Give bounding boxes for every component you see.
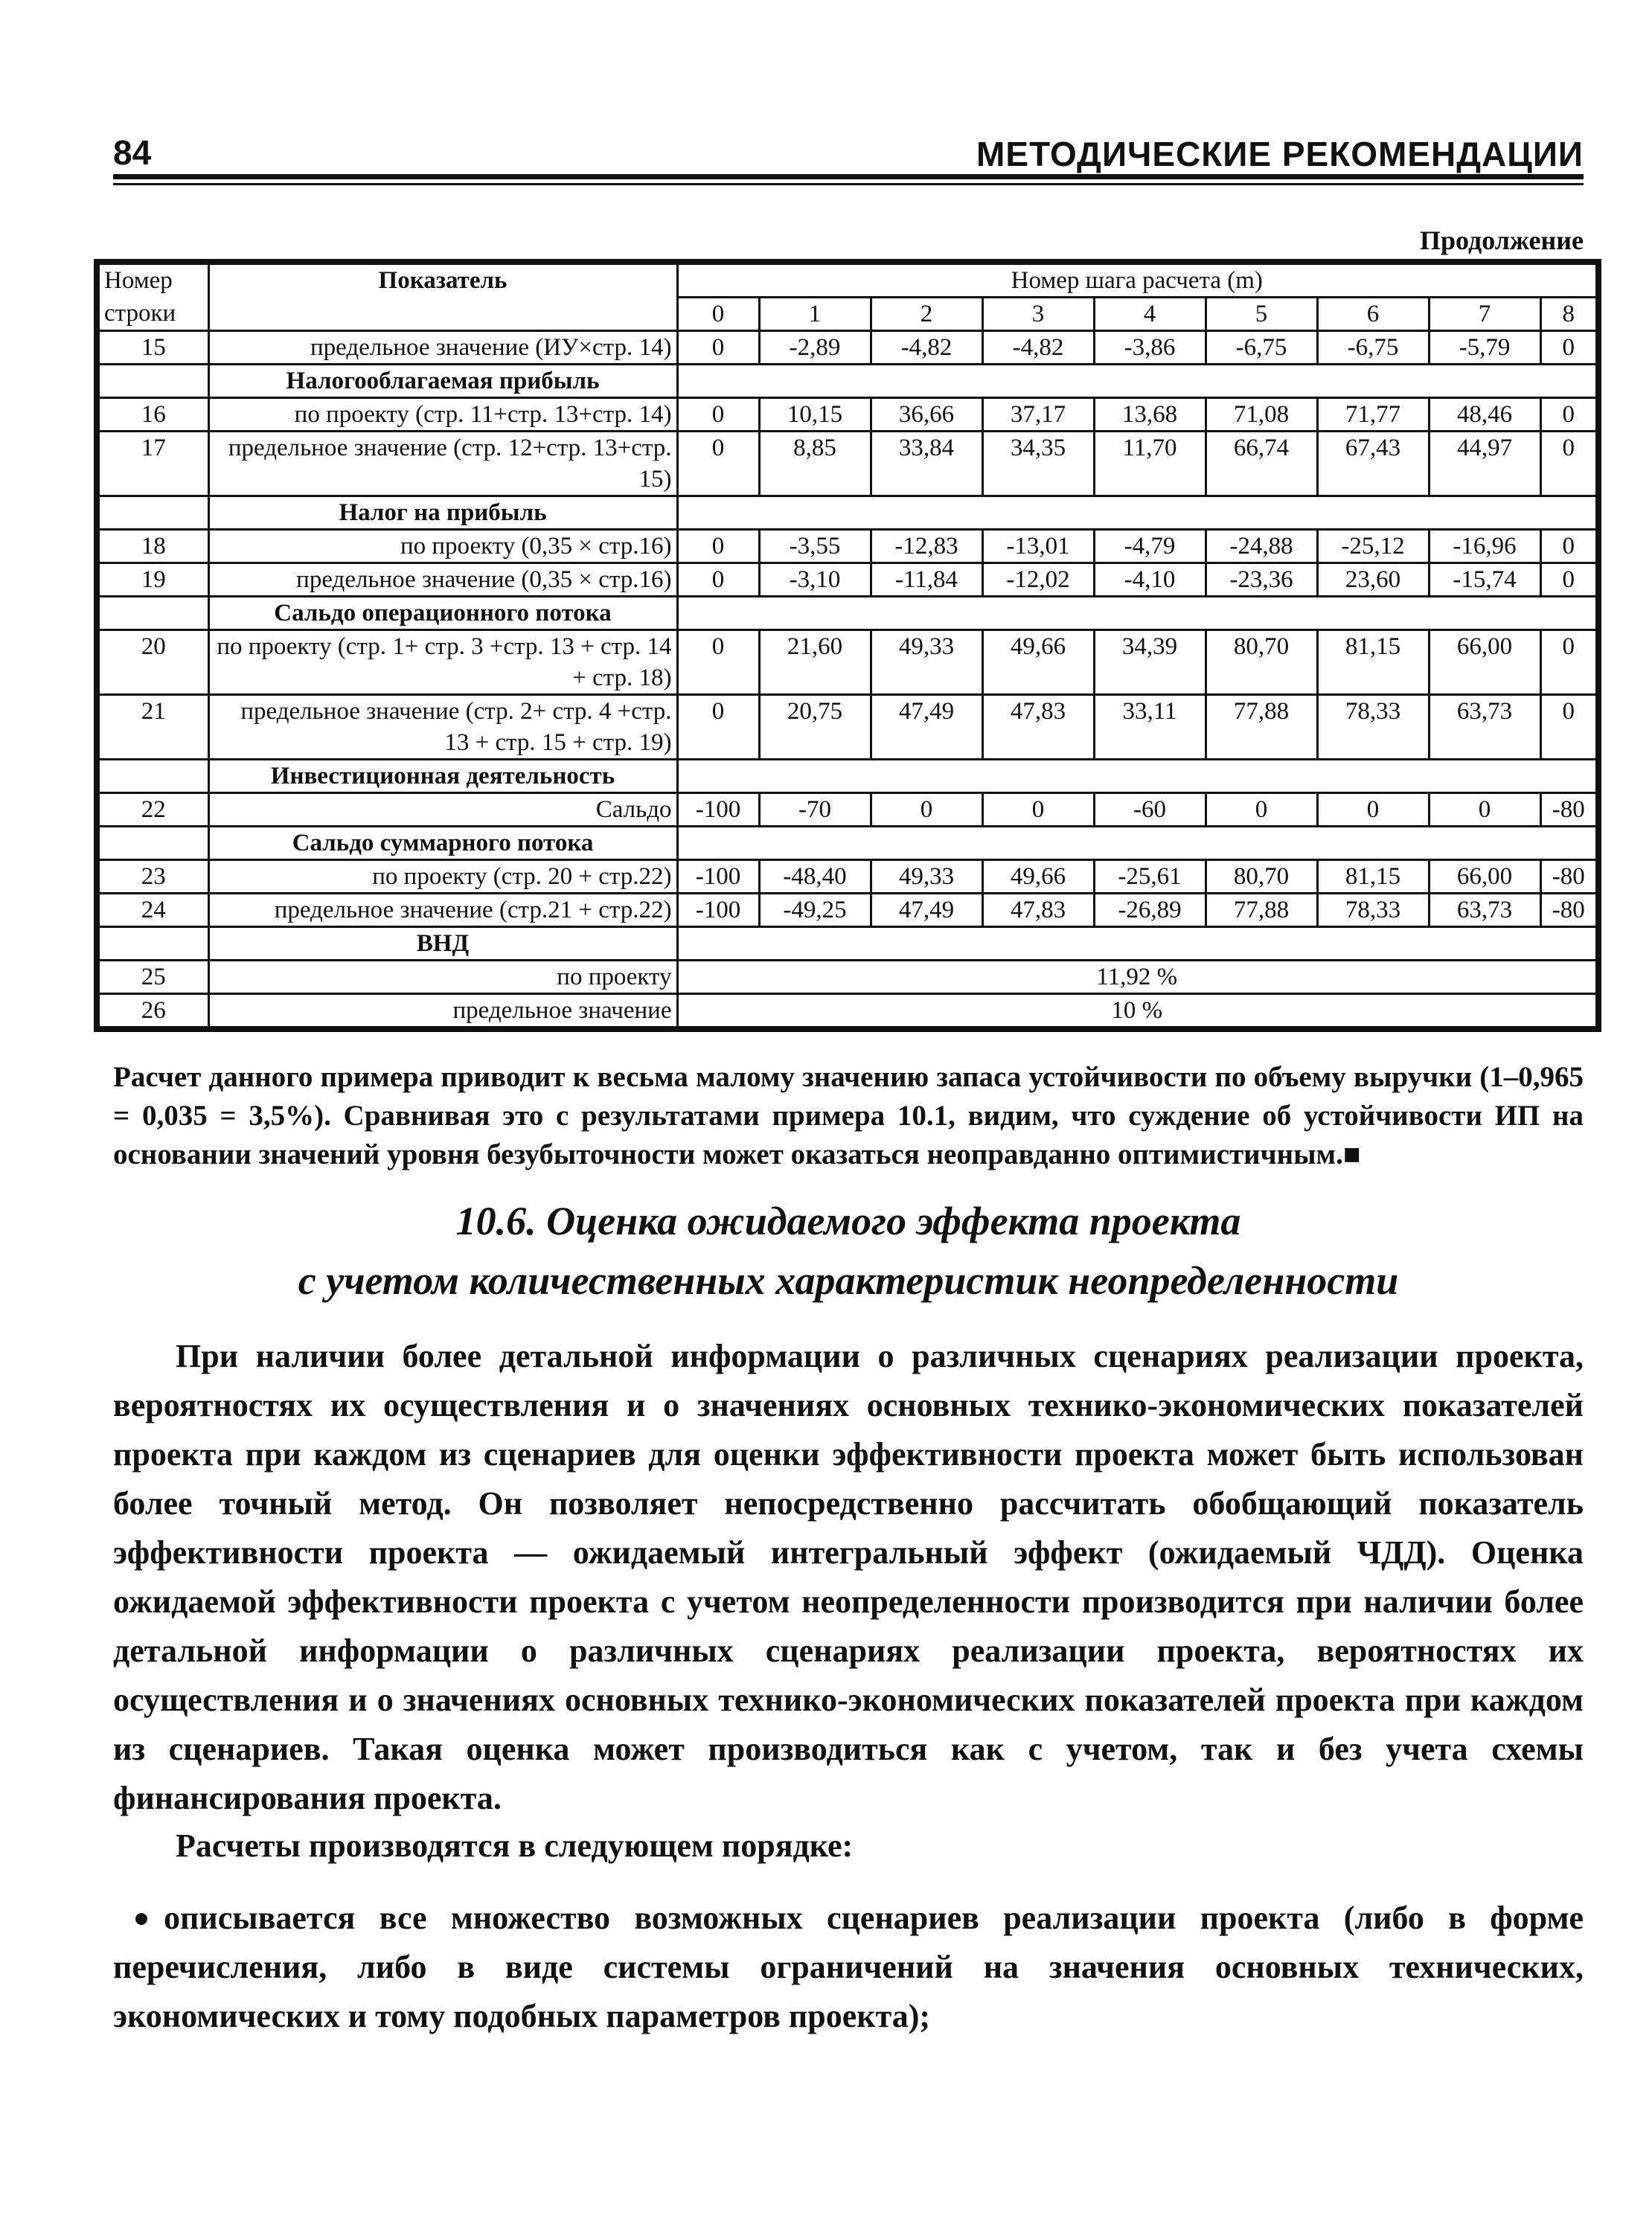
group-title: Налогооблагаемая прибыль: [208, 365, 677, 398]
cell-step-5: 0: [1206, 793, 1317, 827]
cell-step-1: -3,10: [759, 563, 871, 597]
group-row: [97, 927, 1598, 961]
group-row-number-cell: [97, 496, 208, 530]
cell-step-8: 0: [1540, 331, 1598, 365]
page-number: 84: [113, 133, 152, 172]
cell-step-1: -49,25: [759, 894, 871, 927]
row-indicator: предельное значение: [208, 994, 677, 1030]
cell-step-0: 0: [677, 398, 759, 432]
cell-step-2: -4,82: [871, 331, 982, 365]
cell-step-1: 8,85: [759, 432, 871, 496]
cell-step-6: 78,33: [1317, 695, 1429, 760]
row-span-value: 10 %: [677, 994, 1598, 1030]
cell-step-8: -80: [1540, 793, 1598, 827]
row-number: 20: [97, 630, 208, 695]
cell-step-3: 34,35: [982, 432, 1094, 496]
cell-step-2: 47,49: [871, 894, 982, 927]
table-row: [97, 894, 1598, 927]
table-row: [97, 398, 1598, 432]
cell-step-1: -48,40: [759, 860, 871, 894]
cell-step-0: 0: [677, 630, 759, 695]
cell-step-7: 0: [1429, 793, 1540, 827]
cell-step-3: 47,83: [982, 894, 1094, 927]
cell-step-8: 0: [1540, 432, 1598, 496]
cell-step-2: 49,33: [871, 630, 982, 695]
row-indicator: предельное значение (ИУ×стр. 14): [208, 331, 677, 365]
row-number: 25: [97, 961, 208, 994]
cell-step-5: 80,70: [1206, 630, 1317, 695]
cell-step-6: 23,60: [1317, 563, 1429, 597]
col-header-indicator: Показатель: [208, 262, 677, 331]
cell-step-8: -80: [1540, 894, 1598, 927]
bullet-text: описывается все множество возможных сценариев реализации проекта (либо в форме перечисления, либо в виде системы ограничений на значения основных технических, экономических и тому подобных параметров проекта);: [113, 1900, 1584, 2034]
cell-step-1: -2,89: [759, 331, 871, 365]
cell-step-1: 10,15: [759, 398, 871, 432]
cell-step-4: -3,86: [1094, 331, 1206, 365]
bullet-item: [113, 1894, 1584, 2041]
cell-step-0: 0: [677, 432, 759, 496]
cell-step-5: 77,88: [1206, 894, 1317, 927]
cell-step-2: -11,84: [871, 563, 982, 597]
header-rule-thin: [113, 183, 1584, 185]
row-indicator: по проекту (стр. 1+ стр. 3 +стр. 13 + стр. 14 + стр. 18): [208, 630, 677, 695]
cell-step-7: 48,46: [1429, 398, 1540, 432]
cell-step-8: 0: [1540, 563, 1598, 597]
header-rule: [113, 174, 1584, 179]
group-row: [97, 827, 1598, 860]
group-title: Сальдо операционного потока: [208, 597, 677, 630]
cell-step-7: 66,00: [1429, 860, 1540, 894]
row-indicator: по проекту (стр. 11+стр. 13+стр. 14): [208, 398, 677, 432]
cell-step-3: -13,01: [982, 530, 1094, 563]
group-row-number-cell: [97, 927, 208, 961]
cell-step-1: 20,75: [759, 695, 871, 760]
paragraph-order: Расчеты производятся в следующем порядке:: [176, 1827, 854, 1864]
cell-step-5: 80,70: [1206, 860, 1317, 894]
cell-step-8: 0: [1540, 398, 1598, 432]
cell-step-7: -5,79: [1429, 331, 1540, 365]
cell-step-8: 0: [1540, 695, 1598, 760]
group-row: [97, 496, 1598, 530]
step-header-6: 6: [1317, 298, 1429, 331]
table-row: [97, 331, 1598, 365]
cell-step-0: 0: [677, 331, 759, 365]
group-value-cell: [677, 760, 1598, 793]
group-value-cell: [677, 927, 1598, 961]
group-row-number-cell: [97, 597, 208, 630]
row-number: 24: [97, 894, 208, 927]
cell-step-3: 0: [982, 793, 1094, 827]
row-number: 16: [97, 398, 208, 432]
bullet-icon: [135, 1913, 147, 1925]
row-indicator: предельное значение (0,35 × стр.16): [208, 563, 677, 597]
cell-step-7: -16,96: [1429, 530, 1540, 563]
group-row-number-cell: [97, 365, 208, 398]
cell-step-4: -60: [1094, 793, 1206, 827]
row-number: 23: [97, 860, 208, 894]
group-title: ВНД: [208, 927, 677, 961]
cell-step-7: 66,00: [1429, 630, 1540, 695]
cell-step-3: 47,83: [982, 695, 1094, 760]
cell-step-1: 21,60: [759, 630, 871, 695]
step-header-8: 8: [1540, 298, 1598, 331]
cell-step-2: 47,49: [871, 695, 982, 760]
step-header-0: 0: [677, 298, 759, 331]
cell-step-4: 33,11: [1094, 695, 1206, 760]
paragraph-body: При наличии более детальной информации о различных сценариях реализации проекта, вероятностях их осуществления и о значениях основных технико-экономических показателей проекта при каждом из сценариев для оценки эффективности проекта может быть использован более точный метод. Он позволяет непосредственно рассчитать обобщающий показатель эффективности проекта — ожидаемый интегральный эффект (ожидаемый ЧДД). Оценка ожидаемой эффективности проекта с учетом неопределенности производится при наличии более детальной информации о различных сценариях реализации проекта, вероятностях их осуществления и о значениях основных технико-экономических показателей проекта при каждом из сценариев. Такая оценка может производиться как с учетом, так и без учета схемы финансирования проекта.: [113, 1338, 1584, 1816]
table-row: [97, 961, 1598, 994]
cell-step-8: -80: [1540, 860, 1598, 894]
step-header-2: 2: [871, 298, 982, 331]
cell-step-2: 36,66: [871, 398, 982, 432]
group-row: [97, 597, 1598, 630]
table-row: [97, 563, 1598, 597]
col-header-row-number-2: строки: [97, 298, 208, 331]
table-row: [97, 432, 1598, 496]
cell-step-1: -3,55: [759, 530, 871, 563]
cell-step-6: 78,33: [1317, 894, 1429, 927]
cell-step-3: 49,66: [982, 630, 1094, 695]
cell-step-4: -4,79: [1094, 530, 1206, 563]
row-indicator: по проекту: [208, 961, 677, 994]
cell-step-5: 77,88: [1206, 695, 1317, 760]
row-indicator: предельное значение (стр. 2+ стр. 4 +стр. 13 + стр. 15 + стр. 19): [208, 695, 677, 760]
row-number: 21: [97, 695, 208, 760]
step-header-5: 5: [1206, 298, 1317, 331]
cell-step-4: -26,89: [1094, 894, 1206, 927]
step-header-4: 4: [1094, 298, 1206, 331]
col-header-steps: Номер шага расчета (m): [677, 262, 1598, 298]
row-number: 17: [97, 432, 208, 496]
cell-step-2: 49,33: [871, 860, 982, 894]
row-indicator: по проекту (стр. 20 + стр.22): [208, 860, 677, 894]
cell-step-5: 66,74: [1206, 432, 1317, 496]
cell-step-4: -25,61: [1094, 860, 1206, 894]
step-header-7: 7: [1429, 298, 1540, 331]
cell-step-6: 67,43: [1317, 432, 1429, 496]
row-indicator: предельное значение (стр. 12+стр. 13+стр. 15): [208, 432, 677, 496]
running-title: МЕТОДИЧЕСКИЕ РЕКОМЕНДАЦИИ: [976, 135, 1584, 173]
cell-step-6: 81,15: [1317, 630, 1429, 695]
cell-step-3: -12,02: [982, 563, 1094, 597]
cell-step-3: 49,66: [982, 860, 1094, 894]
table-row: [97, 530, 1598, 563]
continuation-label: Продолжение: [1420, 225, 1584, 255]
step-header-3: 3: [982, 298, 1094, 331]
group-title: Сальдо суммарного потока: [208, 827, 677, 860]
row-number: 26: [97, 994, 208, 1030]
group-value-cell: [677, 365, 1598, 398]
col-header-row-number-1: Номер: [97, 262, 208, 298]
group-value-cell: [677, 597, 1598, 630]
cell-step-3: 37,17: [982, 398, 1094, 432]
row-indicator: по проекту (0,35 × стр.16): [208, 530, 677, 563]
group-row: [97, 760, 1598, 793]
data-table: [94, 259, 1601, 1032]
cell-step-0: -100: [677, 894, 759, 927]
cell-step-6: 71,77: [1317, 398, 1429, 432]
cell-step-6: 81,15: [1317, 860, 1429, 894]
table-row: [97, 860, 1598, 894]
row-indicator: Сальдо: [208, 793, 677, 827]
group-title: Инвестиционная деятельность: [208, 760, 677, 793]
cell-step-0: -100: [677, 860, 759, 894]
group-row-number-cell: [97, 760, 208, 793]
table-row: [97, 994, 1598, 1030]
cell-step-0: -100: [677, 793, 759, 827]
cell-step-5: -23,36: [1206, 563, 1317, 597]
section-title-line-2: с учетом количественных характеристик неопределенности: [298, 1258, 1399, 1303]
table-row: [97, 793, 1598, 827]
cell-step-0: 0: [677, 530, 759, 563]
cell-step-2: -12,83: [871, 530, 982, 563]
section-title-line-1: 10.6. Оценка ожидаемого эффекта проекта: [455, 1199, 1241, 1243]
cell-step-4: 11,70: [1094, 432, 1206, 496]
row-number: 15: [97, 331, 208, 365]
cell-step-2: 0: [871, 793, 982, 827]
cell-step-5: -6,75: [1206, 331, 1317, 365]
cell-step-6: -25,12: [1317, 530, 1429, 563]
group-value-cell: [677, 496, 1598, 530]
group-title: Налог на прибыль: [208, 496, 677, 530]
cell-step-8: 0: [1540, 530, 1598, 563]
cell-step-6: -6,75: [1317, 331, 1429, 365]
cell-step-0: 0: [677, 695, 759, 760]
cell-step-4: 34,39: [1094, 630, 1206, 695]
group-row: [97, 365, 1598, 398]
row-number: 18: [97, 530, 208, 563]
cell-step-7: -15,74: [1429, 563, 1540, 597]
step-header-1: 1: [759, 298, 871, 331]
cell-step-7: 44,97: [1429, 432, 1540, 496]
table-row: [97, 630, 1598, 695]
cell-step-4: 13,68: [1094, 398, 1206, 432]
cell-step-5: -24,88: [1206, 530, 1317, 563]
cell-step-7: 63,73: [1429, 894, 1540, 927]
paragraph-conclusion: Расчет данного примера приводит к весьма малому значению запаса устойчивости по объему выручки (1–0,965 = 0,035 = 3,5%). Сравнивая это с результатами примера 10.1, видим, что суждение об устойчивости ИП на основании значений уровня безубыточности может оказаться неоправданно оптимистичным.■: [113, 1061, 1584, 1170]
cell-step-4: -4,10: [1094, 563, 1206, 597]
row-span-value: 11,92 %: [677, 961, 1598, 994]
cell-step-1: -70: [759, 793, 871, 827]
cell-step-6: 0: [1317, 793, 1429, 827]
row-indicator: предельное значение (стр.21 + стр.22): [208, 894, 677, 927]
cell-step-7: 63,73: [1429, 695, 1540, 760]
row-number: 19: [97, 563, 208, 597]
cell-step-0: 0: [677, 563, 759, 597]
cell-step-2: 33,84: [871, 432, 982, 496]
row-number: 22: [97, 793, 208, 827]
cell-step-8: 0: [1540, 630, 1598, 695]
group-value-cell: [677, 827, 1598, 860]
cell-step-5: 71,08: [1206, 398, 1317, 432]
table-row: [97, 695, 1598, 760]
group-row-number-cell: [97, 827, 208, 860]
cell-step-3: -4,82: [982, 331, 1094, 365]
